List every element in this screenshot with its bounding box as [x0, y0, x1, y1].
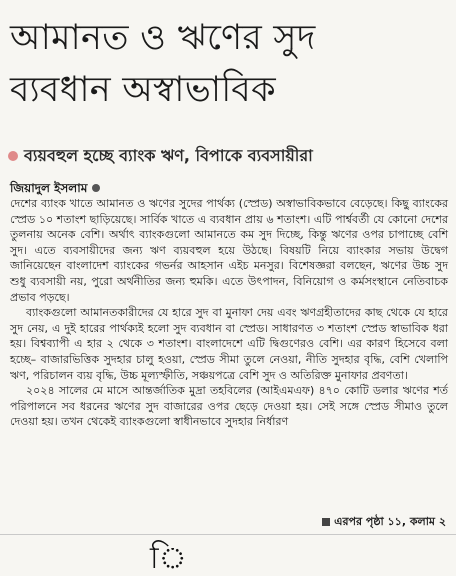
subheadline: [8, 146, 453, 166]
subheadline-text: ব্যয়বহুল হচ্ছে ব্যাংক ঋণ, বিপাকে ব্যবসায়ীরা: [24, 146, 313, 165]
author-name: জিয়াদুল ইসলাম: [10, 181, 88, 195]
byline: [10, 180, 100, 196]
continued-text: এরপর পৃষ্ঠা ১১, কলাম ২: [334, 515, 446, 528]
paragraph-1: দেশের ব্যাংক খাতে আমানত ও ঋণের সুদের পার্থক্য (স্প্রেড) অস্বাভাবিকভাবে বেড়েছে। কিছু ব্যাংকের স্প্রেড ১০ শতাংশ ছাড়িয়েছে। সার্বিক খাতে এ ব্যবধান প্রায় ৬ শতাংশ। এটি পার্শ্ববর্তী যে কোনো দেশের তুলনায় অনেক বেশি। অর্থাৎ ব্যাংকগুলো আমানতে কম সুদ দিচ্ছে, কিন্তু ঋণের ওপর চাপাচ্ছে বেশি সুদ। এতে ব্যবসায়ীদের জন্য ঋণ ব্যয়বহুল হয়ে উঠছে। বিষয়টি নিয়ে ব্যাংকার সভায় উদ্বেগ জানিয়েছেন বাংলাদেশ ব্যাংকের গভর্নর আহসান এইচ মনসুর। বিশেষজ্ঞরা বলছেন, ঋণের উচ্চ সুদ শুধু ব্যবসায়ী নয়, পুরো অর্থনীতির জন্য হুমকি। এতে উৎপাদন, বিনিয়োগ ও কর্মসংস্থানে নেতিবাচক প্রভাব পড়ছে।: [10, 197, 448, 304]
article-body: [10, 196, 448, 430]
divider: [0, 534, 456, 535]
paragraph-2: ব্যাংকগুলো আমানতকারীদের যে হারে সুদ বা মুনাফা দেয় এবং ঋণগ্রহীতাদের কাছ থেকে যে হারে সুদ নেয়, এ দুই হারের পার্থক্যই হলো সুদ ব্যবধান বা স্প্রেড। সাধারণত ৩ শতাংশ স্প্রেড স্বাভাবিক ধরা হয়। বিশ্বব্যাপী এ হার ২ থেকে ৩ শতাংশ। বাংলাদেশে এটি দ্বিগুণেরও বেশি। এর কারণ হিসেবে বলা হচ্ছে– বাজারভিত্তিক সুদহার চালু হওয়া, স্প্রেড সীমা তুলে নেওয়া, নীতি সুদহার বৃদ্ধি, বেশি খেলাপি ঋণ, পরিচালন ব্যয় বৃদ্ধি, উচ্চ মূল্যস্ফীতি, সঞ্চয়পত্রে বেশি সুদ ও অতিরিক্ত মুনাফার প্রবণতা।: [10, 306, 448, 382]
paragraph-3: ২০২৪ সালের মে মাসে আন্তর্জাতিক মুদ্রা তহবিলের (আইএমএফ) ৪৭০ কোটি ডলার ঋণের শর্ত পরিপালনে সব ধরনের ঋণের সুদ বাজারের ওপর ছেড়ে দেওয়া হয়। সেই সঙ্গে স্প্রেড সীমাও তুলে দেওয়া হয়। তখন থেকেই ব্যাংকগুলো স্বাধীনভাবে সুদহার নির্ধারণ: [10, 384, 448, 429]
headline: [10, 12, 450, 116]
next-story-headline-fragment: ি: [150, 541, 187, 576]
continued-on-marker: [316, 514, 446, 529]
byline-bullet-icon: [92, 184, 100, 192]
square-bullet-icon: [322, 518, 330, 526]
subheadline-bullet-icon: [8, 151, 18, 161]
headline-line-1: আমানত ও ঋণের সুদ: [10, 18, 316, 58]
headline-line-2: ব্যবধান অস্বাভাবিক: [10, 70, 276, 110]
